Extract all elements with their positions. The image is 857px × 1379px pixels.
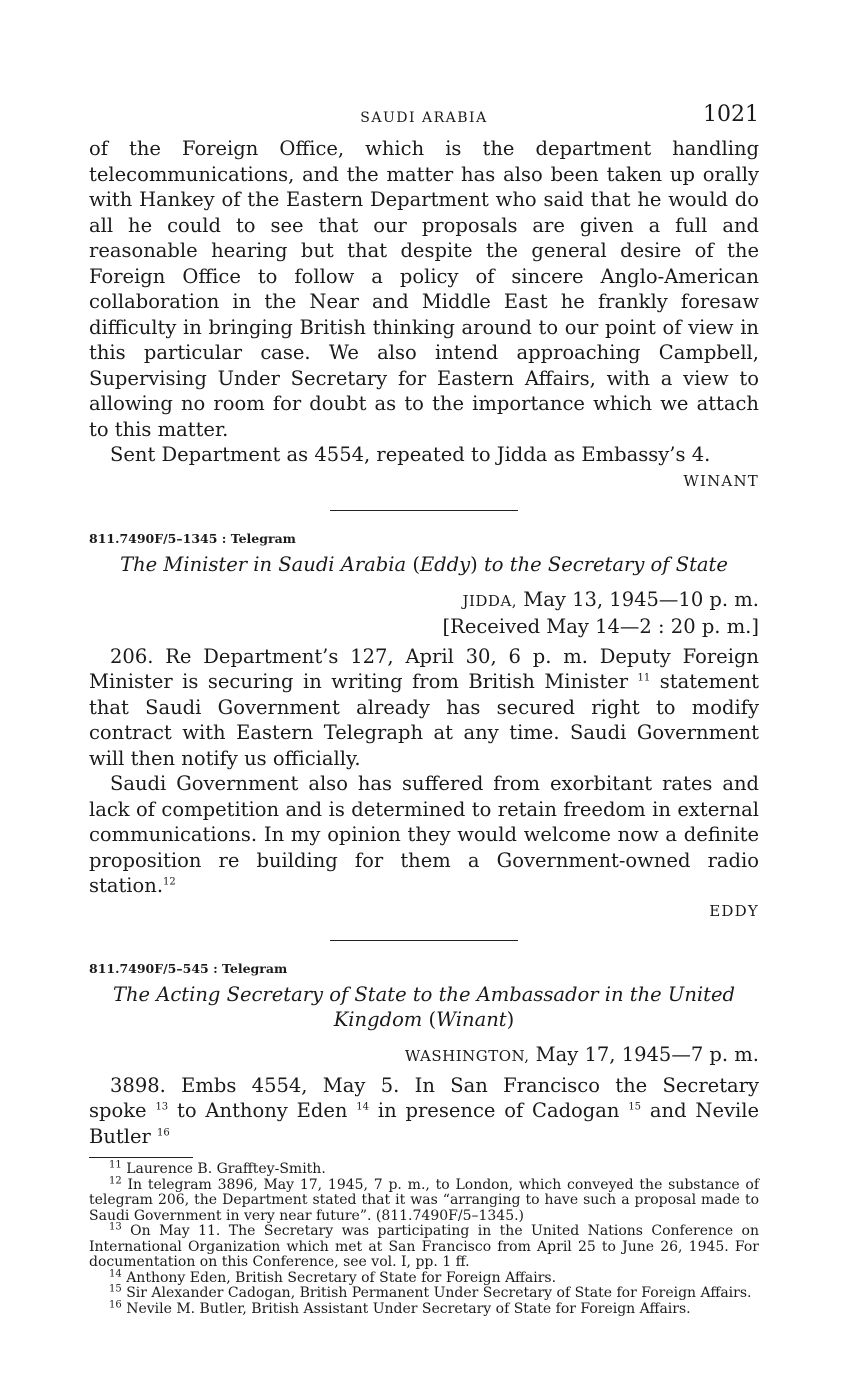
dateline [89, 1042, 759, 1069]
footnote-text: In telegram 3896, May 17, 1945, 7 p. m., to London, which conveyed the substance of telegram 206, the Department stated that it was “arranging to have such a proposal made to Saudi Government in very near future”. (811.7490F/5–1345.) [89, 1176, 759, 1224]
dateline-place: JIDDA, [462, 591, 518, 610]
footnote-number: 11 [109, 1159, 122, 1171]
heading-name: Winant [436, 1007, 507, 1031]
body-paragraph [89, 771, 759, 899]
paragraph-text: to Anthony Eden [177, 1099, 348, 1122]
body-paragraph: Sent Department as 4554, repeated to Jidda as Embassy’s 4. [110, 443, 711, 466]
heading-text: to the Secretary of State [483, 552, 728, 576]
footnote-number: 16 [109, 1298, 122, 1310]
signature-winant: WINANT [683, 471, 759, 490]
footnote-text: Anthony Eden, British Secretary of State for Foreign Affairs. [126, 1269, 557, 1286]
page [89, 96, 759, 1317]
document-reference: 811.7490F/5–1345 : Telegram [89, 530, 296, 546]
heading-text: The Minister in Saudi Arabia [120, 552, 407, 576]
paragraph-text: and Nevile Butler [89, 1099, 760, 1148]
document-heading: The Acting Secretary of State to the Ambassador in the United Kingdom (Winant) [112, 982, 736, 1031]
body-paragraph: of the Foreign Office, which is the department handling telecommunications, and the matter has also been taken up orally with Hankey of the Eastern Department who said that he would do all he could to see that our proposals are given a full and reasonable hearing but that despite the general desire of the Foreign Office to follow a policy of sincere Anglo-American collaboration in the Near and Middle East he frankly foresaw difficulty in bringing British thinking around to our point of view in this particular case. We also intend approaching Campbell, Supervising Under Secretary for Eastern Affairs, with a view to allowing no room for doubt as to the importance which we attach to this matter. [89, 137, 759, 441]
paragraph-text: 3898. Embs 4554, May 5. In San Francisco the Secretary spoke [89, 1073, 759, 1122]
footnote-number: 13 [109, 1221, 122, 1233]
section-divider [330, 510, 518, 511]
footnote [89, 1283, 759, 1302]
dateline [89, 587, 759, 640]
footnote [89, 1159, 759, 1178]
footnote-text: Nevile M. Butler, British Assistant Under Secretary of State for Foreign Affairs. [126, 1300, 691, 1317]
footnote-ref: 13 [155, 1101, 169, 1113]
footnote-ref: 12 [163, 876, 176, 888]
heading-text: The Acting Secretary of State to the Ambassador in the United Kingdom [112, 982, 736, 1031]
footnote [89, 1267, 759, 1287]
footnote-ref: 15 [628, 1101, 642, 1113]
footnote-number: 14 [109, 1267, 122, 1279]
footnote [89, 1174, 759, 1225]
footnote-divider [89, 1157, 193, 1158]
running-head [89, 96, 759, 136]
paragraph-text: in presence of Cadogan [377, 1099, 620, 1122]
paragraph-text: statement that Saudi Government already has secured right to modify contract with Eastern Telegraph at any time. Saudi Government will then notify us officially. [89, 670, 760, 770]
footnotes [89, 1159, 759, 1317]
dateline-date: May 13, 1945—10 p. m. [523, 587, 759, 611]
heading-name: Eddy [419, 552, 471, 576]
body-paragraph [89, 1073, 759, 1150]
body-paragraph [89, 644, 759, 772]
paragraph-text: 206. Re Department’s 127, April 30, 6 p. m. Deputy Foreign Minister is securing in writing from British Minister [89, 644, 759, 693]
footnote-text: Laurence B. Grafftey-Smith. [126, 1161, 326, 1177]
section-divider [330, 940, 518, 941]
footnote-ref: 16 [157, 1127, 170, 1138]
footnote [89, 1298, 759, 1318]
received-line: [Received May 14—2 : 20 p. m.] [442, 614, 759, 638]
footnote-ref: 14 [356, 1101, 370, 1113]
dateline-date: May 17, 1945—7 p. m. [535, 1042, 759, 1066]
document-heading: The Minister in Saudi Arabia (Eddy) to the Secretary of State [120, 552, 728, 576]
page-number: 1021 [703, 102, 759, 127]
footnote-number: 15 [109, 1283, 122, 1295]
footnote [89, 1221, 759, 1271]
document-reference: 811.7490F/5–545 : Telegram [89, 960, 288, 976]
footnote-text: Sir Alexander Cadogan, British Permanent Under Secretary of State for Foreign Affairs. [126, 1285, 752, 1301]
paragraph-text: Saudi Government also has suffered from exorbitant rates and lack of competition and is determined to retain freedom in external communications. In my opinion they would welcome now a definite proposition re building for them a Government-owned radio station. [89, 772, 759, 897]
footnote-number: 12 [109, 1174, 122, 1186]
running-head-title: SAUDI ARABIA [360, 110, 488, 126]
dateline-place: WASHINGTON, [404, 1046, 530, 1065]
signature-eddy: EDDY [709, 901, 759, 920]
footnote-text: On May 11. The Secretary was participating in the United Nations Conference on International Organization which met at San Francisco from April 25 to June 26, 1945. For documentation on this Conference, see vol. I, pp. 1 ff. [89, 1223, 759, 1270]
footnote-ref: 11 [637, 672, 651, 684]
